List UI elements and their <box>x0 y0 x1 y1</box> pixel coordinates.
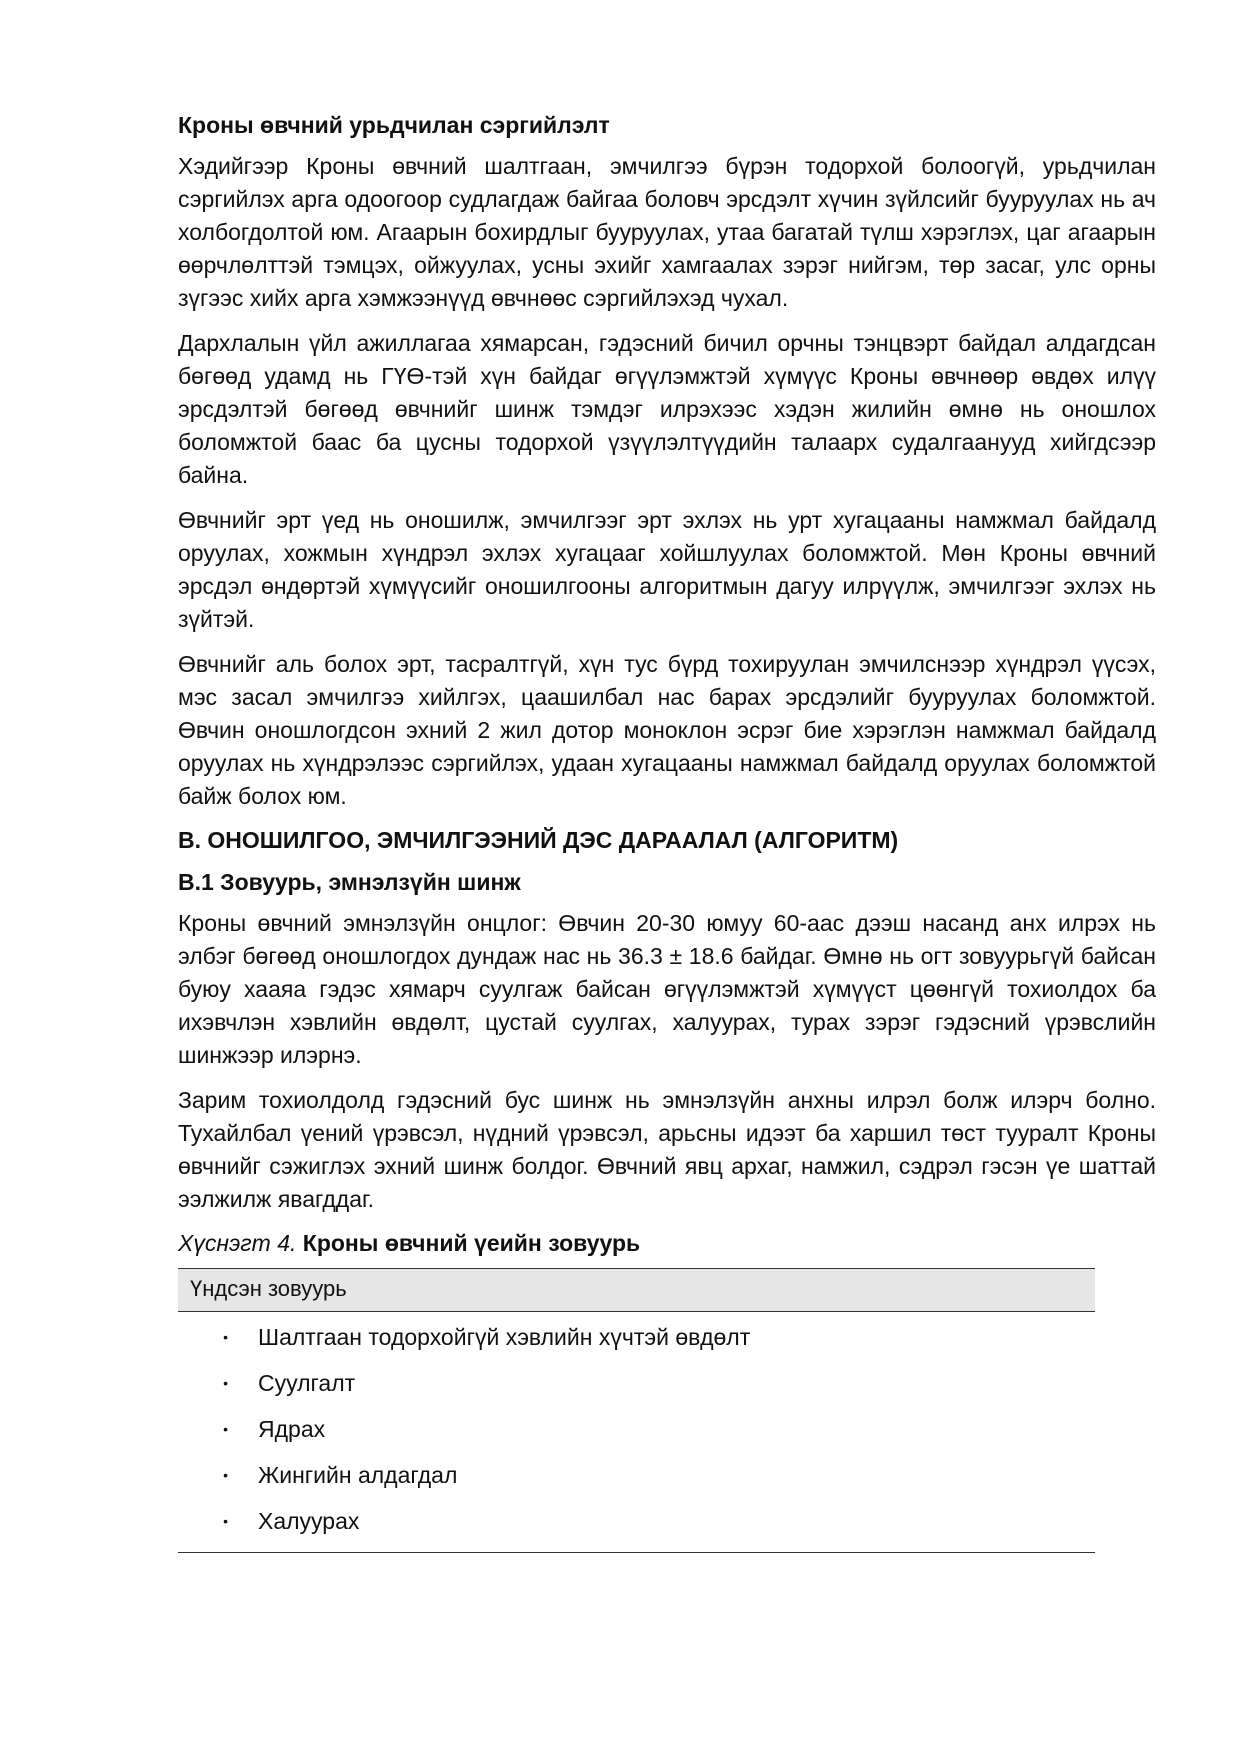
table-header: Үндсэн зовуурь <box>178 1269 1095 1312</box>
prevention-paragraph-4: Өвчнийг аль болох эрт, тасралтгүй, хүн тус бүрд тохируулан эмчилснээр хүндрэл үүсэх, мэс засал эмчилгээ хийлгэх, цаашилбал нас барах эрсдэлийг бууруулах боломжтой. Өвчин оношлогдсон эхний 2 жил дотор моноклон эсрэг бие хэрэглэн намжмал байдалд оруулах нь хүндрэлээс сэргийлэх, удаан хугацааны намжмал байдалд оруулах боломжтой байж болох юм. <box>178 651 1156 809</box>
clinical-paragraph-2: Зарим тохиолдолд гэдэсний бус шинж нь эмнэлзүйн анхны илрэл болж илэрч болно. Тухайлбал үений үрэвсэл, нүдний үрэвсэл, арьсны идээт ба харшил төст тууралт Кроны өвчнийг сэжиглэх эхний шинж болдог. Өвчний явц архаг, намжил, сэдрэл гэсэн үе шаттай ээлжилж явагддаг. <box>178 1087 1156 1212</box>
bullet-icon: • <box>223 1513 228 1529</box>
table-body <box>178 1312 1095 1552</box>
list-item <box>178 1314 1095 1360</box>
bullet-icon: • <box>223 1375 228 1391</box>
section-b1-heading: B.1 Зовуурь, эмнэлзүйн шинж <box>178 869 521 895</box>
table-caption-title: Кроны өвчний үеийн зовуурь <box>302 1230 641 1256</box>
section-b-heading: B. ОНОШИЛГОО, ЭМЧИЛГЭЭНИЙ ДЭС ДАРААЛАЛ (АЛГОРИТМ) <box>178 827 899 853</box>
list-item-text: Халуурах <box>258 1507 360 1534</box>
table-caption <box>178 1228 1156 1258</box>
bullet-icon: • <box>223 1467 228 1483</box>
prevention-paragraph-1: Хэдийгээр Кроны өвчний шалтгаан, эмчилгээ бүрэн тодорхой болоогүй, урьдчилан сэргийлэх арга одоогоор судлагдаж байгаа боловч эрсдэлт хүчин зүйлсийг бууруулах нь ач холбогдолтой юм. Агаарын бохирдлыг бууруулах, утаа багатай түлш хэрэглэх, цаг агаарын өөрчлөлттэй тэмцэх, ойжуулах, усны эхийг хамгаалах зэрэг нийгэм, төр засаг, улс орны зүгээс хийх арга хэмжээнүүд өвчнөөс сэргийлэхэд чухал. <box>178 153 1156 311</box>
document-page <box>178 110 1156 1553</box>
bullet-icon: • <box>223 1329 228 1345</box>
list-item-text: Шалтгаан тодорхойгүй хэвлийн хүчтэй өвдөлт <box>258 1323 751 1350</box>
symptoms-table <box>178 1268 1095 1553</box>
clinical-paragraph-1: Кроны өвчний эмнэлзүйн онцлог: Өвчин 20-30 юмуу 60-аас дээш насанд анх илрэх нь элбэг бөгөөд оношлогдох дундаж нас нь 36.3 ± 18.6 байдаг. Өмнө нь огт зовуурьгүй байсан буюу хааяа гэдэс хямарч суулгаж байсан өгүүлэмжтэй хүмүүст цөөнгүй тохиолдох ба ихэвчлэн хэвлийн өвдөлт, цустай суулгах, халуурах, турах зэрэг гэдэсний үрэвслийн шинжээр илэрнэ. <box>178 910 1156 1068</box>
prevention-paragraph-2: Дархлалын үйл ажиллагаа хямарсан, гэдэсний бичил орчны тэнцвэрт байдал алдагдсан бөгөөд удамд нь ГҮӨ-тэй хүн байдаг өгүүлэмжтэй хүмүүс Кроны өвчнөөр өвдөх илүү эрсдэлтэй бөгөөд өвчнийг шинж тэмдэг илрэхээс хэдэн жилийн өмнө нь оношлох боломжтой баас ба цусны тодорхой үзүүлэлтүүдийн талаарх судалгаанууд хийгдсээр байна. <box>178 330 1156 488</box>
list-item-text: Суулгалт <box>258 1369 356 1396</box>
list-item-text: Ядрах <box>258 1415 326 1442</box>
list-item <box>178 1498 1095 1544</box>
list-item <box>178 1360 1095 1406</box>
prevention-paragraph-3: Өвчнийг эрт үед нь оношилж, эмчилгээг эрт эхлэх нь урт хугацааны намжмал байдалд оруулах, хожмын хүндрэл эхлэх хугацааг хойшлуулах боломжтой. Мөн Кроны өвчний эрсдэл өндөртэй хүмүүсийг оношилгооны алгоритмын дагуу илрүүлж, эмчилгээг эхлэх нь зүйтэй. <box>178 507 1156 632</box>
bullet-icon: • <box>223 1421 228 1437</box>
list-item <box>178 1452 1095 1498</box>
list-item-text: Жингийн алдагдал <box>258 1461 458 1488</box>
table-caption-label: Хүснэгт 4. <box>178 1230 297 1256</box>
prevention-heading: Кроны өвчний урьдчилан сэргийлэлт <box>178 112 610 138</box>
list-item <box>178 1406 1095 1452</box>
